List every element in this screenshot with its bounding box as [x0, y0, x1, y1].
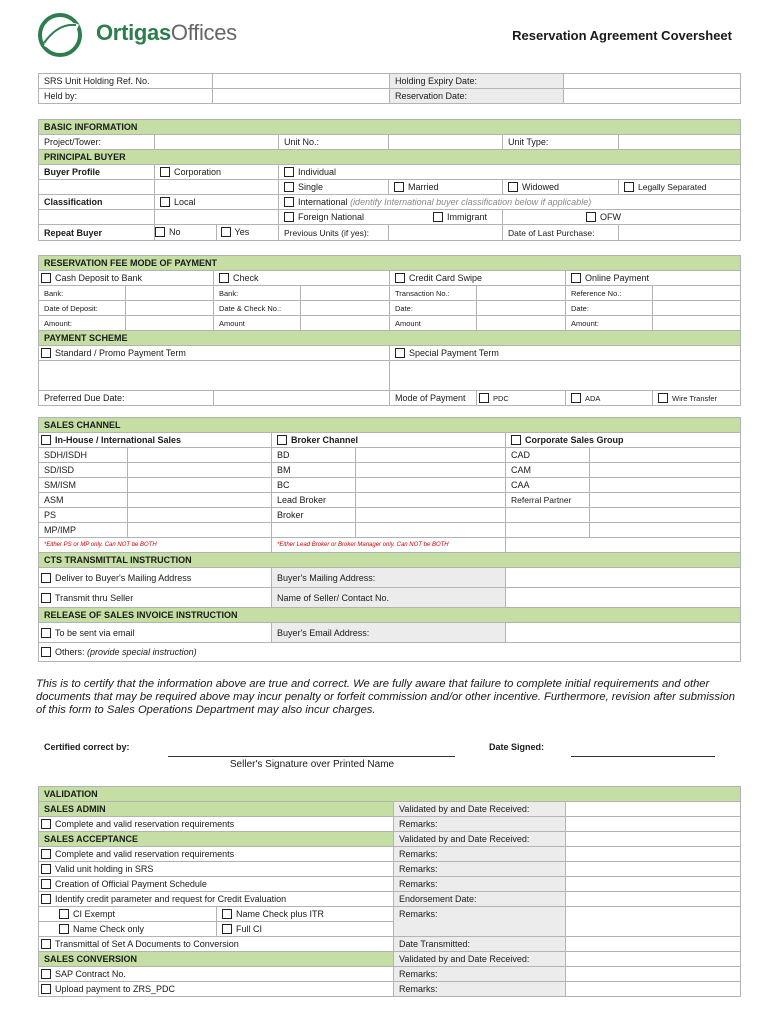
wire-transfer-option[interactable]: Wire Transfer	[653, 391, 741, 406]
pdc-option[interactable]: PDC	[477, 391, 566, 406]
classification-label: Classification	[39, 195, 155, 210]
check-option[interactable]: Check	[214, 271, 390, 286]
remarks-label: Remarks:	[394, 877, 566, 892]
single-option[interactable]: Single	[279, 180, 389, 195]
name-check-only-option[interactable]: Name Check only	[39, 922, 217, 937]
cash-deposit-option[interactable]: Cash Deposit to Bank	[39, 271, 214, 286]
checkbox-icon[interactable]	[41, 849, 51, 859]
international-note: (identify International buyer classification below if applicable)	[350, 197, 592, 207]
legally-separated-option[interactable]: Legally Separated	[619, 180, 741, 195]
unit-no-label: Unit No.:	[279, 135, 389, 150]
amount-online-field[interactable]	[653, 316, 741, 331]
certification-text: This is to certify that the information above are true and correct. We are fully aware that failure to complete initial requirements and other documents that may be required above may incur penalty or forfeit commission and/or other incentive. Furthermore, revision after submission of this form to Sales Operations Department may also incur charges.	[36, 678, 735, 716]
checkbox-icon[interactable]	[41, 969, 51, 979]
blank-cell	[506, 538, 741, 553]
repeat-options[interactable]: No Yes	[155, 225, 279, 241]
checkbox-icon[interactable]	[571, 393, 581, 403]
project-label: Project/Tower:	[39, 135, 155, 150]
checkbox-icon[interactable]	[41, 273, 51, 283]
local-option[interactable]: Local	[155, 195, 279, 210]
checkbox-icon[interactable]	[41, 348, 51, 358]
project-field[interactable]	[155, 135, 279, 150]
remarks-field[interactable]	[566, 817, 741, 832]
seller-contact-label: Name of Seller/ Contact No.	[272, 588, 506, 608]
channel-field[interactable]	[128, 463, 272, 478]
reference-no-field[interactable]	[653, 286, 741, 301]
date-signed-label: Date Signed:	[489, 742, 545, 752]
signature-line[interactable]	[168, 756, 455, 757]
preferred-due-label: Preferred Due Date:	[39, 391, 214, 406]
international-option[interactable]: International (identify International buyer classification below if applicable)	[279, 195, 741, 210]
channel-field[interactable]	[590, 493, 741, 508]
channel-field[interactable]	[356, 463, 506, 478]
checkbox-icon[interactable]	[222, 909, 232, 919]
invoice-heading: RELEASE OF SALES INVOICE INSTRUCTION	[39, 608, 741, 623]
brand-part-b: Offices	[170, 20, 237, 45]
checkbox-icon[interactable]	[41, 879, 51, 889]
unit-no-field[interactable]	[389, 135, 503, 150]
date-online-label: Date:	[566, 301, 653, 316]
deliver-mailing-option[interactable]: Deliver to Buyer's Mailing Address	[39, 568, 272, 588]
corporate-sales-option[interactable]: Corporate Sales Group	[506, 433, 741, 448]
holding-expiry-field[interactable]	[564, 74, 741, 89]
checkbox-icon[interactable]	[41, 593, 51, 603]
blank-cell	[590, 523, 741, 538]
remarks-field[interactable]	[566, 907, 741, 937]
date-last-purchase-label: Date of Last Purchase:	[503, 225, 619, 241]
checkbox-icon[interactable]	[479, 393, 489, 403]
buyer-email-field[interactable]	[506, 623, 741, 643]
complete-req-option[interactable]: Complete and valid reservation requirements	[39, 847, 394, 862]
channel-label: Lead Broker	[272, 493, 356, 508]
date-signed-line[interactable]	[571, 756, 715, 757]
channel-field[interactable]	[356, 448, 506, 463]
date-deposit-field[interactable]	[126, 301, 214, 316]
channel-label: CAA	[506, 478, 590, 493]
credit-card-option[interactable]: Credit Card Swipe	[390, 271, 566, 286]
amount-cash-label: Amount:	[39, 316, 126, 331]
checkbox-icon[interactable]	[160, 197, 170, 207]
checkbox-icon[interactable]	[41, 894, 51, 904]
bank-field[interactable]	[126, 286, 214, 301]
checkbox-icon[interactable]	[41, 939, 51, 949]
date-credit-field[interactable]	[477, 301, 566, 316]
reference-no-label: Reference No.:	[566, 286, 653, 301]
remarks-label: Remarks:	[394, 847, 566, 862]
remarks-field[interactable]	[566, 982, 741, 997]
blank-cell	[39, 210, 155, 225]
endorsement-field[interactable]	[566, 892, 741, 907]
foreign-national-option[interactable]: Foreign National Immigrant	[279, 210, 503, 225]
complete-req-option[interactable]: Complete and valid reservation requirements	[39, 817, 394, 832]
broker-channel-option[interactable]: Broker Channel	[272, 433, 506, 448]
checkbox-icon[interactable]	[41, 647, 51, 657]
channel-label: SM/ISM	[39, 478, 128, 493]
checkbox-icon[interactable]	[508, 182, 518, 192]
individual-option[interactable]: Individual	[279, 165, 741, 180]
name-check-itr-option[interactable]: Name Check plus ITR	[217, 907, 394, 922]
blank-cell	[506, 523, 590, 538]
unit-type-field[interactable]	[619, 135, 741, 150]
repeat-buyer-label: Repeat Buyer	[39, 225, 155, 241]
inhouse-option[interactable]: In-House / International Sales	[39, 433, 272, 448]
blank-cell	[39, 180, 155, 195]
special-term-option[interactable]: Special Payment Term	[390, 346, 741, 361]
validated-field[interactable]	[566, 832, 741, 847]
checkbox-icon[interactable]	[284, 197, 294, 207]
date-transmitted-field[interactable]	[566, 937, 741, 952]
channel-field[interactable]	[590, 448, 741, 463]
immigrant-checkbox-icon[interactable]	[433, 212, 443, 222]
sales-conversion-heading: SALES CONVERSION	[39, 952, 394, 967]
checkbox-icon[interactable]	[394, 182, 404, 192]
date-transmitted-label: Date Transmitted:	[394, 937, 566, 952]
remarks-label: Remarks:	[394, 862, 566, 877]
checkbox-icon[interactable]	[219, 273, 229, 283]
validated-label: Validated by and Date Received:	[394, 802, 566, 817]
channel-field[interactable]	[356, 478, 506, 493]
channel-label: Referral Partner	[506, 493, 590, 508]
mode-payment-label: Mode of Payment	[390, 391, 477, 406]
date-last-purchase-field[interactable]	[619, 225, 741, 241]
ada-option[interactable]: ADA	[566, 391, 653, 406]
checkbox-icon[interactable]	[284, 212, 294, 222]
amount-online-label: Amount:	[566, 316, 653, 331]
channel-field[interactable]	[356, 508, 506, 523]
unit-type-label: Unit Type:	[503, 135, 619, 150]
upload-payment-option[interactable]: Upload payment to ZRS_PDC	[39, 982, 394, 997]
sales-acceptance-heading: SALES ACCEPTANCE	[39, 832, 394, 847]
held-by-field[interactable]	[213, 89, 390, 104]
checkbox-icon[interactable]	[284, 167, 294, 177]
remarks-label: Remarks:	[394, 817, 566, 832]
remarks-label: Remarks:	[394, 982, 566, 997]
amount-check-label: Amount	[214, 316, 301, 331]
validated-label: Validated by and Date Received:	[394, 952, 566, 967]
remarks-field[interactable]	[566, 862, 741, 877]
blank-cell	[506, 508, 590, 523]
checkbox-icon[interactable]	[571, 273, 581, 283]
amount-credit-field[interactable]	[477, 316, 566, 331]
full-ci-option[interactable]: Full CI	[217, 922, 394, 937]
yes-checkbox-icon[interactable]	[221, 227, 231, 237]
certified-label: Certified correct by:	[44, 742, 130, 752]
previous-units-field[interactable]	[389, 225, 503, 241]
sap-contract-option[interactable]: SAP Contract No.	[39, 967, 394, 982]
bank-check-label: Bank:	[214, 286, 301, 301]
transmit-seller-option[interactable]: Transmit thru Seller	[39, 588, 272, 608]
channel-label: SDH/ISDH	[39, 448, 128, 463]
identify-credit-option[interactable]: Identify credit parameter and request for Credit Evaluation	[39, 892, 394, 907]
checkbox-icon[interactable]	[624, 182, 634, 192]
checkbox-icon[interactable]	[41, 435, 51, 445]
ps-mp-note: *Either PS or MP only. Can NOT be BOTH	[39, 538, 272, 553]
date-online-field[interactable]	[653, 301, 741, 316]
creation-schedule-option[interactable]: Creation of Official Payment Schedule	[39, 877, 394, 892]
amount-cash-field[interactable]	[126, 316, 214, 331]
buyer-mailing-field[interactable]	[506, 568, 741, 588]
remarks-field[interactable]	[566, 847, 741, 862]
checkbox-icon[interactable]	[41, 984, 51, 994]
blank-cell	[155, 180, 279, 195]
blank-cell	[356, 523, 506, 538]
valid-unit-option[interactable]: Valid unit holding in SRS	[39, 862, 394, 877]
email-option[interactable]: To be sent via email	[39, 623, 272, 643]
reservation-fee-heading: RESERVATION FEE MODE OF PAYMENT	[39, 256, 741, 271]
sales-admin-heading: SALES ADMIN	[39, 802, 394, 817]
checkbox-icon[interactable]	[41, 628, 51, 638]
channel-label: CAM	[506, 463, 590, 478]
channel-field[interactable]	[128, 523, 272, 538]
checkbox-icon[interactable]	[658, 393, 668, 403]
sales-channel-table	[38, 417, 741, 662]
remarks-label: Remarks:	[394, 967, 566, 982]
signature-caption: Seller's Signature over Printed Name	[229, 759, 395, 770]
date-check-field[interactable]	[301, 301, 390, 316]
checkbox-icon[interactable]	[59, 924, 69, 934]
amount-check-field[interactable]	[301, 316, 390, 331]
checkbox-icon[interactable]	[41, 573, 51, 583]
channel-field[interactable]	[128, 478, 272, 493]
brand-part-a: Ortigas	[96, 20, 171, 45]
channel-field[interactable]	[128, 508, 272, 523]
channel-label: Broker	[272, 508, 356, 523]
ofw-option[interactable]: OFW	[503, 210, 741, 225]
special-term-field[interactable]	[390, 361, 741, 391]
preferred-due-field[interactable]	[214, 391, 390, 406]
previous-units-label: Previous Units (if yes):	[279, 225, 389, 241]
blank-cell	[590, 508, 741, 523]
channel-label: BC	[272, 478, 356, 493]
buyer-email-label: Buyer's Email Address:	[272, 623, 506, 643]
channel-label: SD/ISD	[39, 463, 128, 478]
sales-channel-heading: SALES CHANNEL	[39, 418, 741, 433]
channel-label: PS	[39, 508, 128, 523]
blank-cell	[272, 523, 356, 538]
buyer-profile-label: Buyer Profile	[39, 165, 155, 180]
page-title: Reservation Agreement Coversheet	[512, 28, 732, 43]
no-checkbox-icon[interactable]	[155, 227, 165, 237]
checkbox-icon[interactable]	[284, 182, 294, 192]
corporation-option[interactable]: Corporation	[155, 165, 279, 180]
checkbox-icon[interactable]	[395, 348, 405, 358]
remarks-field[interactable]	[566, 967, 741, 982]
married-option[interactable]: Married	[389, 180, 503, 195]
bank-label: Bank:	[39, 286, 126, 301]
reference-table	[38, 73, 741, 104]
reservation-fee-table	[38, 255, 741, 406]
immigrant-label: Immigrant	[447, 212, 488, 222]
buyer-mailing-label: Buyer's Mailing Address:	[272, 568, 506, 588]
principal-buyer-heading: PRINCIPAL BUYER	[39, 150, 741, 165]
srs-field[interactable]	[213, 74, 390, 89]
channel-label: BD	[272, 448, 356, 463]
bank-check-field[interactable]	[301, 286, 390, 301]
standard-term-field[interactable]	[39, 361, 390, 391]
others-option[interactable]: Others: (provide special instruction)	[39, 643, 741, 662]
validation-table	[38, 786, 741, 997]
endorsement-label: Endorsement Date:	[394, 892, 566, 907]
channel-label: ASM	[39, 493, 128, 508]
online-payment-option[interactable]: Online Payment	[566, 271, 741, 286]
channel-label: MP/IMP	[39, 523, 128, 538]
payment-scheme-heading: PAYMENT SCHEME	[39, 331, 741, 346]
checkbox-icon[interactable]	[59, 909, 69, 919]
basic-info-heading: BASIC INFORMATION	[39, 120, 741, 135]
date-deposit-label: Date of Deposit:	[39, 301, 126, 316]
reservation-date-label: Reservation Date:	[390, 89, 564, 104]
date-check-label: Date & Check No.:	[214, 301, 301, 316]
channel-field[interactable]	[128, 493, 272, 508]
checkbox-icon[interactable]	[160, 167, 170, 177]
basic-info-table	[38, 119, 741, 241]
channel-field[interactable]	[590, 463, 741, 478]
cts-heading: CTS TRANSMITTAL INSTRUCTION	[39, 553, 741, 568]
remarks-label: Remarks:	[394, 907, 566, 937]
blank-cell	[155, 210, 279, 225]
ci-exempt-option[interactable]: CI Exempt	[39, 907, 217, 922]
reservation-date-field[interactable]	[564, 89, 741, 104]
validation-heading: VALIDATION	[39, 787, 741, 802]
checkbox-icon[interactable]	[395, 273, 405, 283]
channel-label: BM	[272, 463, 356, 478]
validated-field[interactable]	[566, 802, 741, 817]
holding-expiry-label: Holding Expiry Date:	[390, 74, 564, 89]
checkbox-icon[interactable]	[41, 864, 51, 874]
channel-field[interactable]	[590, 478, 741, 493]
channel-field[interactable]	[356, 493, 506, 508]
transmittal-option[interactable]: Transmittal of Set A Documents to Conversion	[39, 937, 394, 952]
broker-note: *Either Lead Broker or Broker Manager only. Can NOT be BOTH	[272, 538, 506, 553]
checkbox-icon[interactable]	[586, 212, 596, 222]
transaction-no-field[interactable]	[477, 286, 566, 301]
checkbox-icon[interactable]	[511, 435, 521, 445]
validated-label: Validated by and Date Received:	[394, 832, 566, 847]
checkbox-icon[interactable]	[277, 435, 287, 445]
held-by-label: Held by:	[39, 89, 213, 104]
channel-label: CAD	[506, 448, 590, 463]
amount-credit-label: Amount	[390, 316, 477, 331]
transaction-no-label: Transaction No.:	[390, 286, 477, 301]
checkbox-icon[interactable]	[222, 924, 232, 934]
validated-field[interactable]	[566, 952, 741, 967]
seller-contact-field[interactable]	[506, 588, 741, 608]
srs-label: SRS Unit Holding Ref. No.	[39, 74, 213, 89]
widowed-option[interactable]: Widowed	[503, 180, 619, 195]
remarks-field[interactable]	[566, 877, 741, 892]
date-credit-label: Date:	[390, 301, 477, 316]
checkbox-icon[interactable]	[41, 819, 51, 829]
standard-term-option[interactable]: Standard / Promo Payment Term	[39, 346, 390, 361]
brand-name	[96, 20, 237, 46]
channel-field[interactable]	[128, 448, 272, 463]
